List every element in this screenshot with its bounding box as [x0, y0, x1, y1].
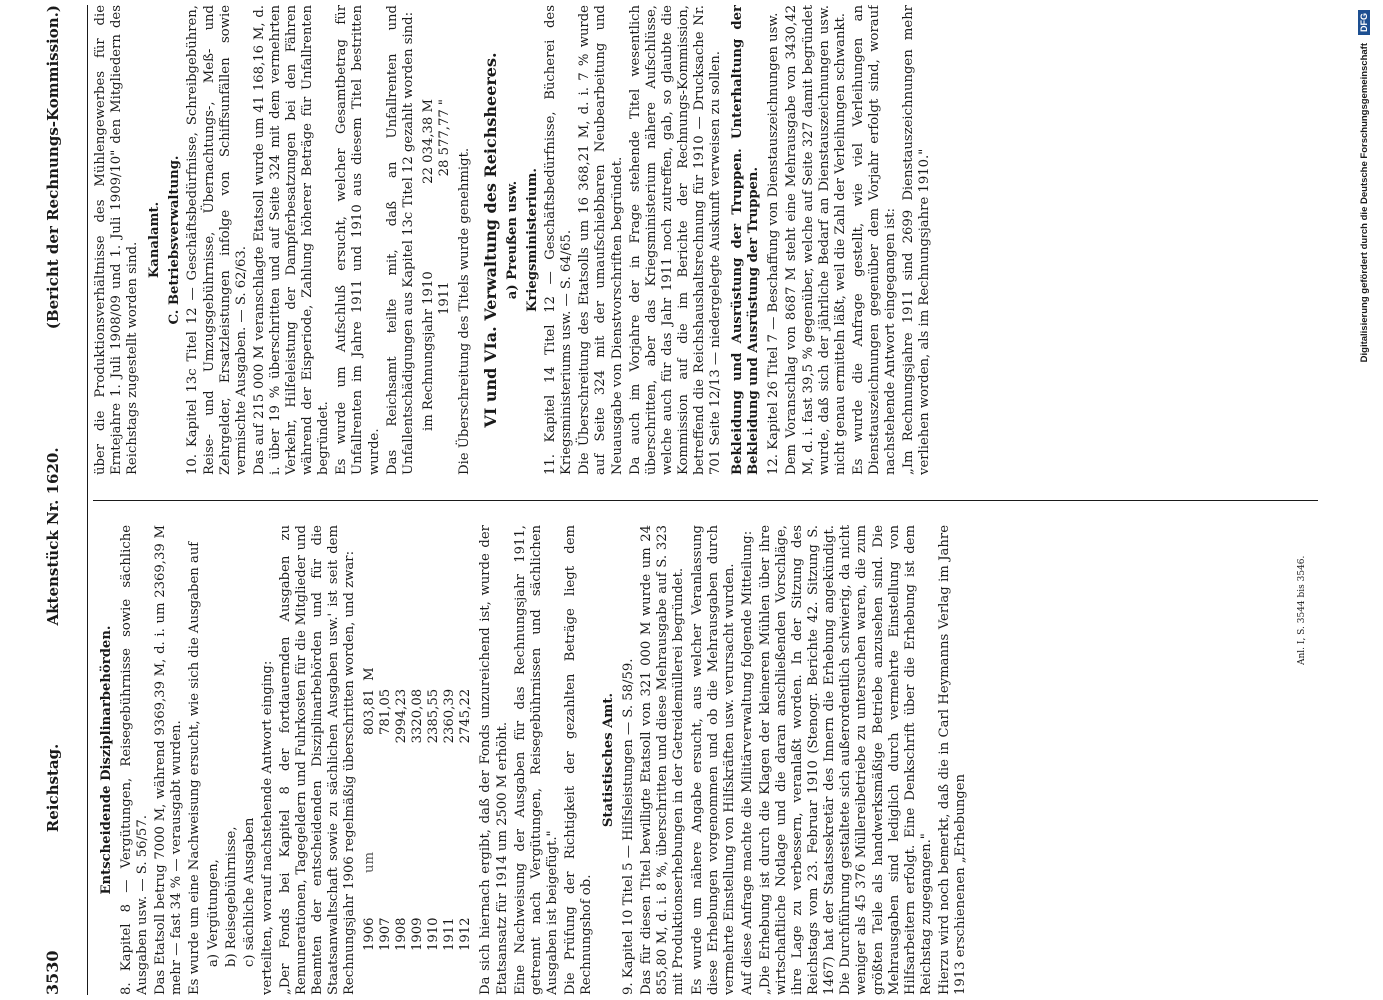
table-value: 2745,22: [458, 688, 474, 744]
table-value: 2360,39: [442, 688, 458, 744]
table-row: [378, 615, 394, 955]
paragraph: Es wurde um Aufschluß ersucht, welcher Gesamtbetrag für Unfallrenten im Jahre 1911 und 1910 aus diesem Titel bestritten wurde.: [334, 5, 382, 475]
paragraph: Es wurde die Anfrage gestellt, wie viel Verleihungen an Dienstauszeichnungen gegenüber dem Vorjahr erfolgt sind, worauf nachstehende Antwort eingegangen ist:: [850, 5, 899, 475]
table-row: [442, 615, 458, 955]
paragraph: Eine Nachweisung der Ausgaben für das Rechnungsjahr 1911, getrennt nach Vergütungen, Reisegebührnissen und sächlichen Ausgaben ist beigefügt.": [512, 525, 560, 995]
amount-value: 28 577,77 ": [436, 99, 452, 177]
table-row: [410, 615, 426, 955]
table-year: 1906: [362, 917, 378, 951]
quote-paragraph: „Im Rechnungsjahre 1911 sind 2699 Dienstauszeichnungen mehr verliehen worden, als im Rechnungsjahre 1910.": [901, 5, 933, 475]
paragraph: 11. Kapitel 14 Titel 12 — Geschäftsbedürfnisse, Bücherei des Kriegsministeriums usw. — S. 64/65.: [543, 5, 575, 475]
table-prefix: um: [362, 852, 378, 873]
paragraph: Dem Voranschlag von 8687 M steht eine Mehrausgabe von 3430,42 M, d. i. fast 39,5 % gegenüber, welche auf Seite 327 damit begründet wurde, daß sich der jährliche Bedarf an Dienstauszeichnungen usw. nicht genau ermitteln läßt, weil die Zahl der Verleihungen schwankt.: [784, 5, 848, 475]
table-year: 1909: [410, 917, 426, 951]
paragraph: Da sich hiernach ergibt, daß der Fonds unzureichend ist, wurde der Etatsansatz für 1914 um 2500 M erhöht.: [478, 525, 510, 995]
paragraph: Das für diesen Titel bewilligte Etatsoll von 321 000 M wurde um 24 855,80 M, d. i. 8 %, überschritten und diese Mehrausgabe auf S. 323 mit Produktionserhebungen in der Getreidemüllerei begründet.: [639, 525, 687, 995]
digitization-footer: [1352, 10, 1376, 995]
left-column: [93, 525, 1333, 995]
paragraph: Die Überschreitung des Etatsolls um 16 368,21 M, d. i. 7 % wurde auf Seite 324 mit der umaufschiebbaren Neubearbeitung und Neuausgabe von Dienstvorschriften begründet.: [577, 5, 625, 475]
list-item: b) Reisegebührnisse,: [223, 826, 239, 967]
margin-note: Anl. I, S. 3544 bis 3546.: [1297, 555, 1307, 665]
table-year: 1910: [426, 917, 442, 951]
quote-paragraph: „Die Erhebung ist durch die Klagen der kleineren Mühlen über ihre wirtschaftliche Notlage und die daran anschließenden Vorschläge, ihre Lage zu verbessern, veranlaßt worden. In der Sitzung des Reichstags vom 23. Februar 1910 (Stenogr. Berichte 42. Sitzung S. 1467) hat der Staatssekretär des Innern die Erhebung angekündigt. Die Durchführung gestaltete sich außerordentlich schwierig, da nicht weniger als 45 376 Müllereibetriebe zu untersuchen waren, die zum größten Teile als handwerksmäßige Betriebe anzusehen sind. Die Mehrausgaben sind lediglich durch vermehrte Einstellung von Hilfsarbeitern erfolgt. Eine Denkschrift über die Erhebung ist dem Reichstag zugegangen.": [757, 525, 934, 995]
header-right: (Bericht der Rechnungs-Kommission.): [44, 5, 62, 330]
header-center: Aktenstück Nr. 1620.: [44, 447, 62, 626]
amount-label: im Rechnungsjahr 1910: [420, 271, 436, 431]
paragraph: Es wurde um nähere Angabe ersucht, aus welcher Veranlassung diese Erhebungen vorgenommen und ob die Mehrausgaben durch vermehrte Einstellung von Hilfskräften usw. verursacht wurden.: [689, 525, 737, 995]
dfg-logo: DFG: [1358, 10, 1370, 35]
page-header: [45, 5, 88, 995]
section-heading: Bekleidung und Ausrüstung der Truppen. Unterhaltung der Bekleidung und Ausrüstung der Truppen.: [730, 5, 762, 475]
page-number: 3530: [43, 950, 62, 995]
paragraph: 8. Kapitel 8 — Vergütungen, Reisegebührnisse sowie sächliche Ausgaben usw. — S. 56/57.: [119, 525, 151, 995]
paragraph: 10. Kapitel 13c Titel 12 — Geschäftsbedürfnisse, Schreibgebühren, Reise- und Umzugsgebührnisse, Übernachtungs-, Meß- und Zehrgelder, Ersatzleistungen infolge von Schiffsunfällen sowie vermischte Ausgaben. — S. 62/63.: [185, 5, 249, 475]
paragraph: Das auf 215 000 M veranschlagte Etatsoll wurde um 41 168,16 M, d. i. über 19 % überschritten und auf Seite 324 mit dem vermehrten Verkehr, Hilfeleistung der Dampferbesatzungen bei den Fähren während der Eisperiode, Zahlung höherer Beträge für Unfallrenten begründet.: [251, 5, 332, 475]
table-value: 803,81: [362, 688, 378, 736]
table-year: 1912: [458, 917, 474, 951]
section-heading: Kanalamt.: [147, 201, 163, 279]
amounts-table: [421, 95, 453, 435]
paragraph: Die Überschreitung des Titels wurde genehmigt.: [456, 147, 472, 475]
funding-note: Digitalisierung gefördert durch die Deutsche Forschungsgemeinschaft: [1358, 43, 1370, 363]
section-heading: Entscheidende Disziplinarbehörden.: [99, 625, 114, 895]
subsection-heading: Kriegsministerium.: [525, 168, 541, 313]
paragraph: Auf diese Anfrage machte die Militärverwaltung folgende Mitteilung:: [739, 530, 755, 995]
right-column: [93, 5, 1333, 475]
table-value: 2994,23: [394, 688, 410, 744]
table-row: [394, 615, 410, 955]
amount-label: 1911: [436, 281, 452, 315]
subsection-heading: C. Betriebsverwaltung.: [167, 155, 183, 325]
subsection-heading: a) Preußen usw.: [504, 180, 520, 300]
table-value: 781,05: [378, 688, 394, 736]
column-divider: [93, 500, 1318, 501]
table-row: [458, 615, 474, 955]
table-year: 1911: [442, 917, 458, 951]
table-year: 1907: [378, 917, 394, 951]
table-unit: M: [362, 667, 378, 681]
document-page: [45, 5, 1375, 995]
list-item: c) sächliche Ausgaben: [241, 817, 257, 967]
overrun-table: [362, 615, 474, 955]
paragraph: Die Prüfung der Richtigkeit der gezahlten Beträge liegt dem Rechnungshof ob.: [562, 525, 594, 995]
amount-value: 22 034,38 M: [420, 99, 436, 184]
chapter-heading: VI und VIa. Verwaltung des Reichsheeres.: [480, 52, 500, 428]
table-year: 1908: [394, 917, 410, 951]
list-item: a) Vergütungen,: [205, 859, 221, 967]
table-row: [426, 615, 442, 955]
paragraph: verteilten, worauf nachstehende Antwort einging:: [259, 660, 275, 995]
table-value: 2385,55: [426, 688, 442, 744]
paragraph: Es wurde um eine Nachweisung ersucht, wie sich die Ausgaben auf: [187, 541, 203, 995]
paragraph: Das Reichsamt teilte mit, daß an Unfallrenten und Unfallentschädigungen aus Kapitel 13c Titel 12 gezahlt worden sind:: [384, 5, 416, 475]
paragraph: über die Produktionsverhältnisse des Mühlengewerbes für die Erntejahre 1. Juli 1908/09 und 1. Juli 1909/10" den Mitgliedern des Reichstags zugestellt worden sind.: [93, 5, 141, 475]
paragraph: Hierzu wird noch bemerkt, daß die in Carl Heymanns Verlag im Jahre 1913 erschienenen „Erhebungen: [936, 525, 969, 995]
paragraph: 9. Kapitel 10 Titel 5 — Hilfsleistungen — S. 58/59.: [621, 658, 637, 995]
quote-paragraph: „Der Fonds bei Kapitel 8 der fortdauernden Ausgaben zu Remunerationen, Tagegeldern und Fuhrkosten für die Mitglieder und Beamten der entscheidenden Disziplinarbehörden und für die Staatsanwaltschaft sowie zu sächlichen Ausgaben usw.' ist seit dem Rechnungsjahr 1906 regelmäßig überschritten worden, und zwar:: [277, 525, 358, 995]
section-heading: Statistisches Amt.: [601, 692, 617, 828]
table-value: 3320,08: [410, 688, 426, 744]
paragraph: Das Etatsoll betrug 7000 M, während 9369,39 M, d. i. um 2369,39 M mehr — fast 34 % — verausgabt wurden.: [153, 525, 185, 995]
table-row: [437, 95, 453, 435]
table-row: [421, 95, 437, 435]
rotated-page-content: [45, 5, 1345, 995]
header-left: Reichstag.: [44, 743, 62, 833]
paragraph: Da auch im Vorjahre der in Frage stehende Titel wesentlich überschritten, aber das Kriegsministerium nähere Aufschlüsse, welche auch für das Jahr 1911 noch zutreffen, gab, so glaubte die Kommission auf die im Berichte der Rechnungs-Kommission, betreffend die Reichshaushaltsrechnung für 1910 — Drucksache Nr. 701 Seite 12/13 — niedergelegte Auskunft verweisen zu sollen.: [627, 5, 724, 475]
paragraph: 12. Kapitel 26 Titel 7 — Beschaffung von Dienstauszeichnungen usw.: [766, 12, 782, 475]
table-row: [362, 615, 378, 955]
